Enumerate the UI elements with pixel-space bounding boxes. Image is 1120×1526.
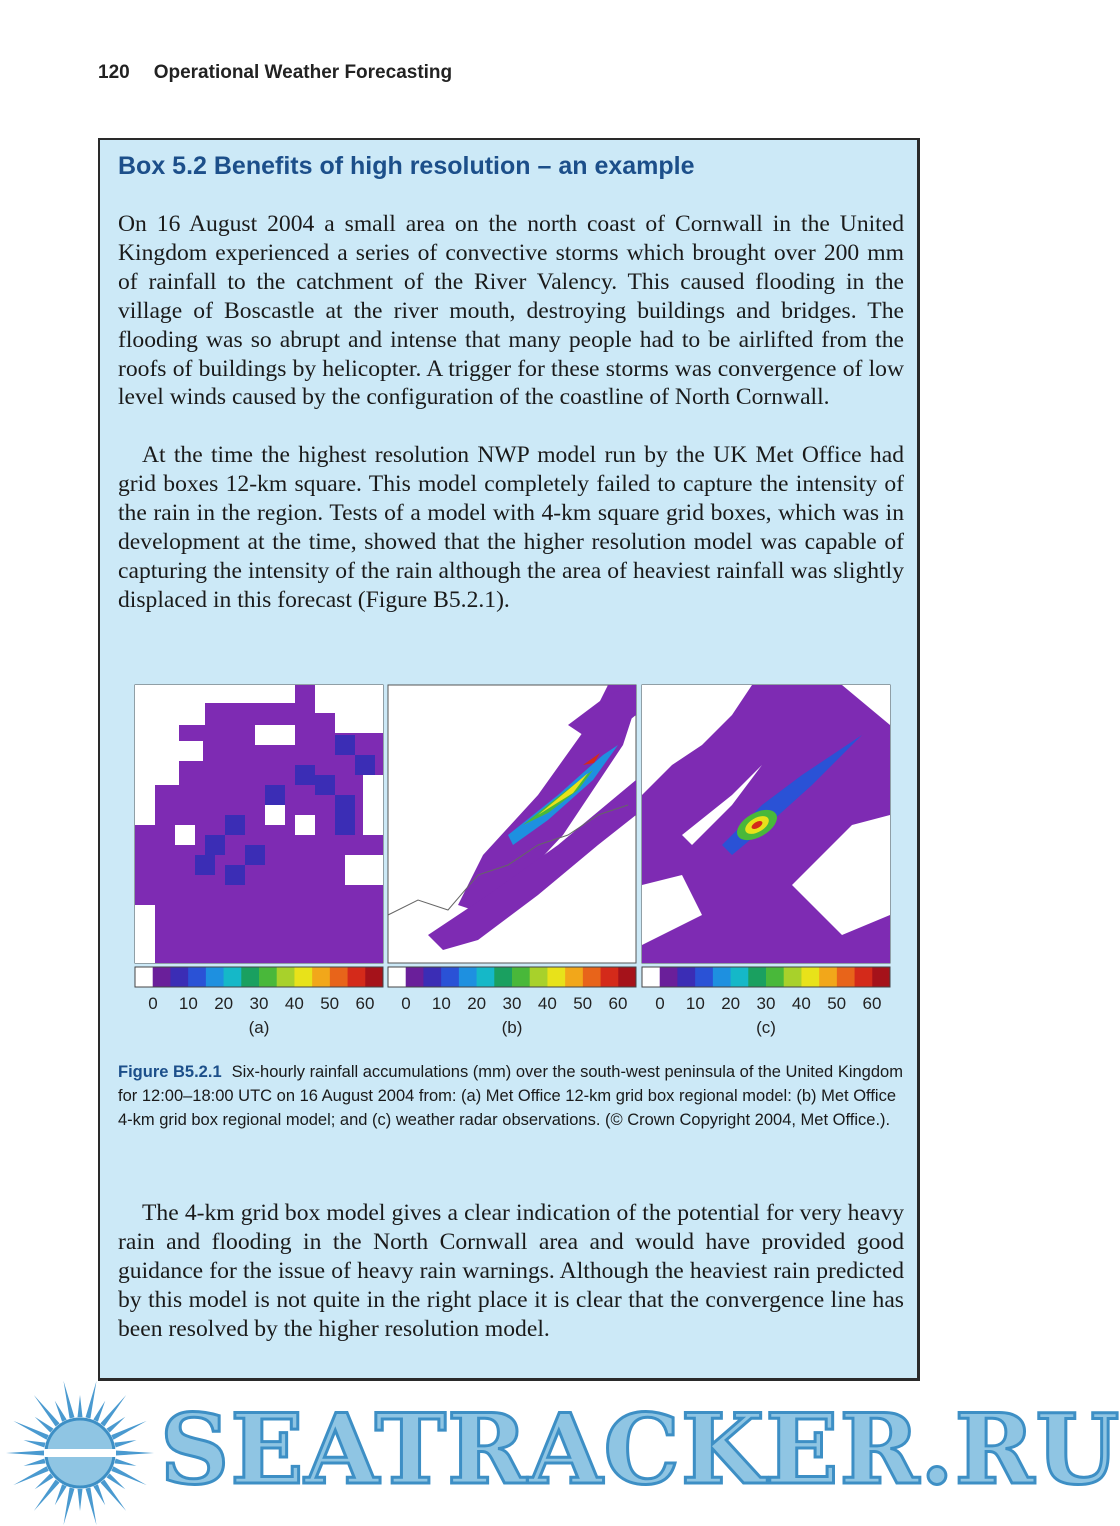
box-paragraph-1: On 16 August 2004 a small area on the north coast of Cornwall in the United Kingdom experienced a series of convective storms which brought over 200 mm of rainfall to the catchment of the River Valency. This caused flooding in the village of Boscastle at the river mouth, destroying buildings and bridges. The flooding was so abrupt and intense that many people had to be airlifted from the roofs of buildings by helicopter. A trigger for these storms was convergence of low level winds caused by the configuration of the coastline of North Cornwall.	[118, 211, 904, 411]
watermark-text: SEATRACKER.RU	[160, 1393, 1120, 1506]
colorbar-tick-label: 30	[249, 994, 269, 1013]
colorbar-tick-label: 10	[178, 994, 198, 1013]
colorbar-swatch	[837, 967, 855, 987]
colorbar-tick-label: 50	[827, 994, 847, 1013]
colorbar-swatch	[312, 967, 330, 987]
colorbar-tick-label: 20	[721, 994, 741, 1013]
rain-cell-blue	[315, 775, 335, 795]
dry-cell	[135, 725, 179, 785]
sun-ray-icon	[55, 1484, 67, 1505]
colorbar-swatch	[406, 967, 424, 987]
rain-cell-blue	[265, 785, 285, 805]
colorbar-swatch	[731, 967, 749, 987]
colorbar-tick-label: 50	[573, 994, 593, 1013]
rain-cell-blue	[245, 845, 265, 865]
running-title: Operational Weather Forecasting	[153, 62, 453, 83]
dry-cell	[315, 685, 383, 713]
sun-ray-icon	[115, 1459, 137, 1466]
rain-cell-blue	[335, 735, 355, 755]
dry-cell	[295, 815, 315, 835]
colorbar-swatch	[713, 967, 731, 987]
figure-label: Figure B5.2.1	[118, 1063, 222, 1081]
sun-ray-icon	[34, 1480, 60, 1511]
panel-label: (c)	[756, 1018, 776, 1037]
colorbar-swatch	[601, 967, 619, 987]
sun-ray-icon	[78, 1489, 83, 1511]
colorbar-swatch	[512, 967, 530, 987]
colorbar-tick-label: 10	[431, 994, 451, 1013]
page-number: 120	[98, 62, 130, 83]
rain-cell-blue	[335, 795, 355, 835]
dry-cell	[255, 725, 295, 745]
colorbar-swatch	[855, 967, 873, 987]
sun-logo-icon	[0, 1375, 170, 1526]
rain-cell-blue	[225, 865, 245, 885]
colorbar-swatch	[618, 967, 636, 987]
rain-cell-blue	[195, 855, 215, 875]
colorbar-swatch	[330, 967, 348, 987]
colorbar-swatch	[294, 967, 312, 987]
colorbar-tick-label: 30	[756, 994, 776, 1013]
colorbar-swatch	[695, 967, 713, 987]
dry-cell	[135, 905, 155, 963]
colorbar-swatch	[547, 967, 565, 987]
colorbar-swatch	[784, 967, 802, 987]
colorbar-swatch	[277, 967, 295, 987]
colorbar-swatch	[170, 967, 188, 987]
sun-ray-icon	[64, 1488, 75, 1526]
rain-cell-blue	[225, 815, 245, 835]
colorbar-tick-label: 60	[355, 994, 375, 1013]
colorbar-tick-label: 60	[862, 994, 882, 1013]
colorbar-tick-label: 20	[214, 994, 234, 1013]
colorbar-tick-label: 10	[685, 994, 705, 1013]
colorbar-swatch	[135, 967, 153, 987]
dry-cell	[335, 713, 383, 733]
colorbar-swatch	[477, 967, 495, 987]
sun-ray-icon	[115, 1440, 137, 1447]
map-panel-3	[642, 685, 891, 1037]
box-paragraph-2: At the time the highest resolution NWP model run by the UK Met Office had grid boxes 12-km square. This model completely failed to capture the intensity of the rain in the region. Tests of a model with 4-km square grid boxes, which was in development at the time, showed that the higher resolution model was capable of capturing the intensity of the rain although the area of heaviest rainfall was slightly displaced in this forecast (Figure B5.2.1).	[118, 442, 904, 613]
colorbar-tick-label: 60	[608, 994, 628, 1013]
dry-cell	[175, 825, 195, 845]
colorbar-swatch	[766, 967, 784, 987]
map-panel-1	[135, 685, 384, 1037]
sun-ray-icon	[100, 1480, 126, 1511]
panel-label: (a)	[248, 1018, 270, 1037]
colorbar-swatch	[206, 967, 224, 987]
colorbar-swatch	[801, 967, 819, 987]
colorbar-swatch	[441, 967, 459, 987]
colorbar-swatch	[748, 967, 766, 987]
colorbar-swatch	[660, 967, 678, 987]
colorbar-tick-label: 40	[284, 994, 304, 1013]
colorbar-tick-label: 40	[791, 994, 811, 1013]
colorbar-swatch	[241, 967, 259, 987]
box-title: Box 5.2 Benefits of high resolution – an example	[118, 152, 695, 180]
watermark	[0, 1375, 1120, 1526]
colorbar-tick-label: 0	[148, 994, 158, 1013]
colorbar-swatch	[423, 967, 441, 987]
colorbar-swatch	[365, 967, 383, 987]
sun-ray-icon	[86, 1381, 97, 1419]
colorbar-swatch	[459, 967, 477, 987]
dry-cell	[135, 785, 155, 825]
colorbar-swatch	[153, 967, 171, 987]
colorbar-swatch	[642, 967, 660, 987]
running-head	[98, 62, 452, 84]
rain-cell-blue	[295, 765, 315, 785]
colorbar-tick-label: 50	[320, 994, 340, 1013]
sun-ray-icon	[93, 1401, 105, 1422]
colorbar-swatch	[224, 967, 242, 987]
colorbar-tick-label: 30	[502, 994, 522, 1013]
colorbar-swatch	[583, 967, 601, 987]
colorbar-swatch	[259, 967, 277, 987]
dry-cell	[179, 741, 203, 761]
info-box	[98, 138, 920, 1381]
colorbar-swatch	[494, 967, 512, 987]
box-paragraph-3: The 4-km grid box model gives a clear indication of the potential for very heavy rain and flooding in the North Cornwall area and would have provided good guidance for the issue of heavy rain warnings. Although the heaviest rain predicted by this model is not quite in the right place it is clear that the convergence line has been resolved by the higher resolution model.	[118, 1200, 904, 1342]
colorbar-swatch	[677, 967, 695, 987]
colorbar-swatch	[188, 967, 206, 987]
dry-cell	[135, 685, 205, 725]
dry-cell	[345, 855, 383, 885]
sun-ray-icon	[64, 1381, 75, 1419]
sun-ray-icon	[24, 1459, 46, 1466]
panel-label: (b)	[501, 1018, 523, 1037]
rainfall-maps-svg	[132, 685, 892, 1037]
sun-ray-icon	[6, 1451, 44, 1456]
map-panel-2	[388, 685, 637, 1037]
sun-ray-icon	[55, 1401, 67, 1422]
figure-caption	[118, 1060, 904, 1132]
figure-caption-text: Six-hourly rainfall accumulations (mm) over the south-west peninsula of the United Kingdom for 12:00–18:00 UTC on 16 August 2004 from: (a) Met Office 12-km grid box regional model: (b) Met Office 4-km grid box regional model; and (c) weather radar observations. (© Crown Copyright 2004, Met Office.).	[118, 1063, 903, 1129]
colorbar-swatch	[819, 967, 837, 987]
dry-cell	[363, 775, 383, 835]
colorbar-swatch	[530, 967, 548, 987]
colorbar-tick-label: 20	[467, 994, 487, 1013]
colorbar-swatch	[872, 967, 890, 987]
colorbar-tick-label: 0	[655, 994, 665, 1013]
sun-ray-icon	[86, 1488, 97, 1526]
colorbar-tick-label: 0	[401, 994, 411, 1013]
colorbar-swatch	[565, 967, 583, 987]
rain-cell-blue	[205, 835, 225, 855]
sun-ray-icon	[34, 1395, 60, 1426]
rainfall-figure	[132, 685, 892, 1037]
colorbar-swatch	[388, 967, 406, 987]
colorbar-swatch	[348, 967, 366, 987]
sun-ray-icon	[24, 1440, 46, 1447]
rain-cell-blue	[355, 755, 375, 775]
dry-cell	[265, 805, 285, 825]
dry-cell	[205, 685, 295, 703]
sun-ray-icon	[116, 1451, 154, 1456]
sun-ray-icon	[78, 1395, 83, 1417]
sun-ray-icon	[93, 1484, 105, 1505]
colorbar-tick-label: 40	[537, 994, 557, 1013]
sun-ray-icon	[100, 1395, 126, 1426]
